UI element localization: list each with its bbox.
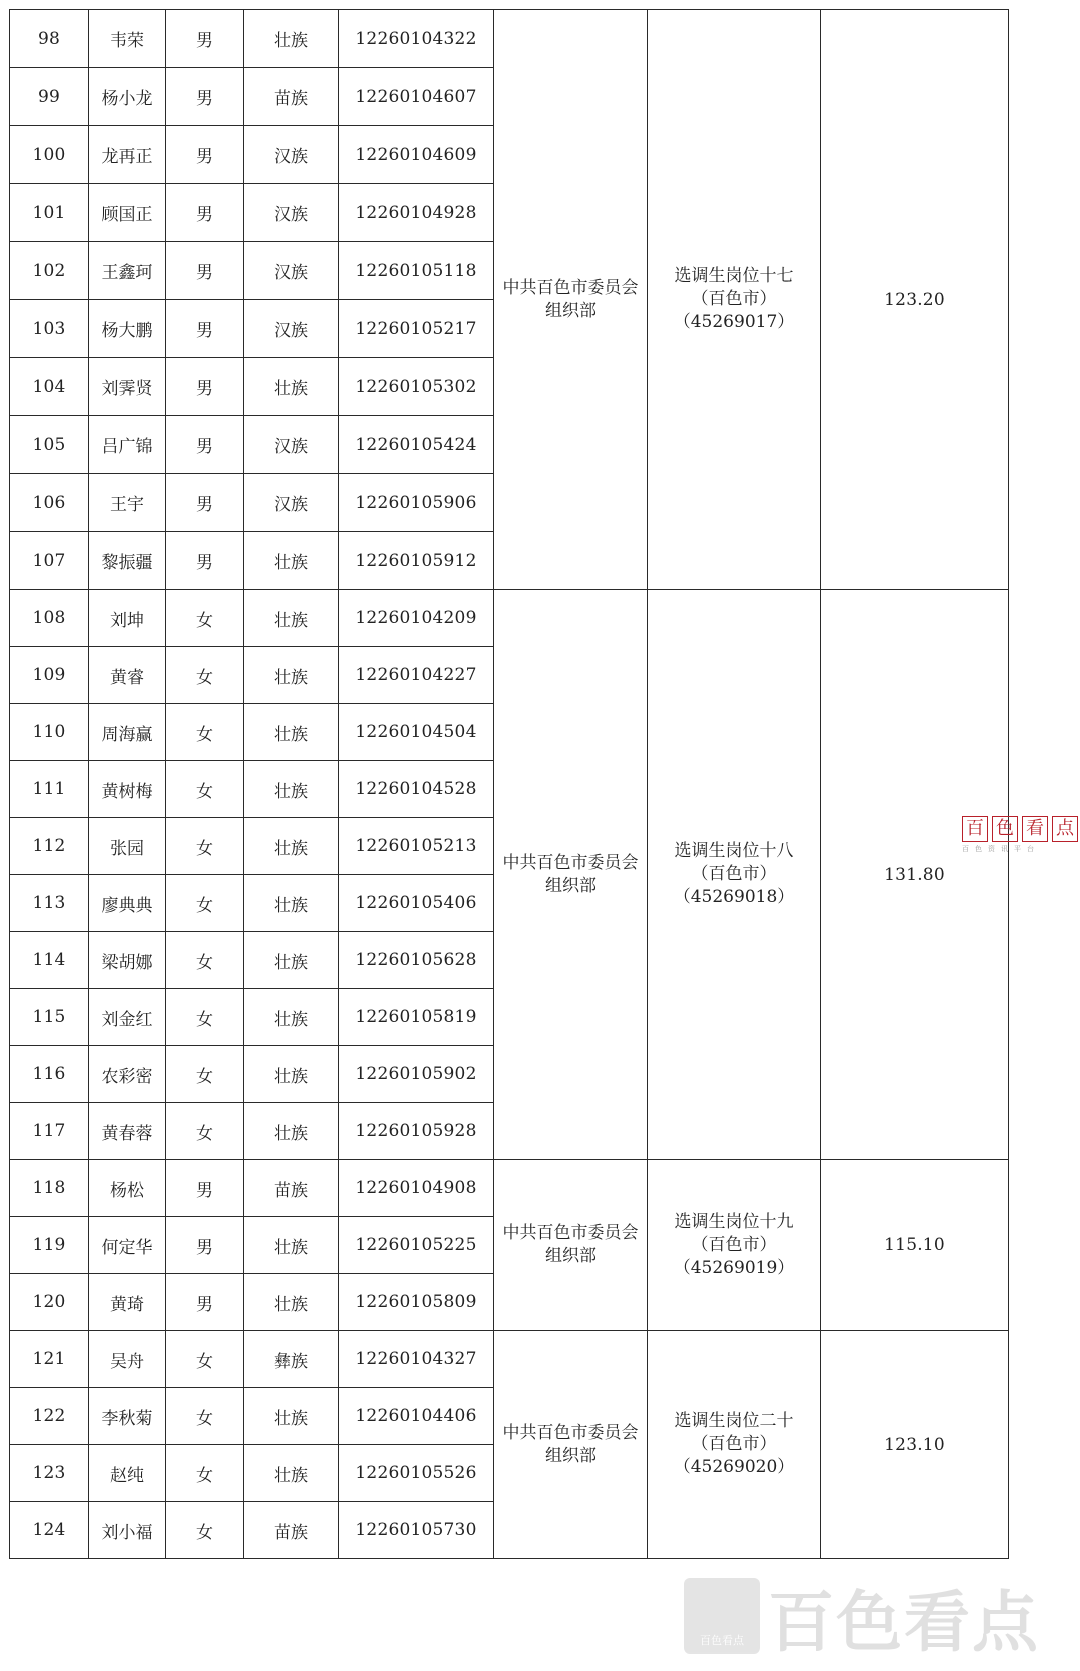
exam-id: 12260105819 — [339, 989, 494, 1046]
hiring-unit-line: 中共百色市委员会 — [502, 1223, 639, 1243]
cutoff-score: 123.20 — [821, 10, 1009, 590]
candidate-gender: 女 — [166, 647, 244, 704]
candidate-ethnicity: 苗族 — [244, 68, 339, 126]
hiring-unit-line: 中共百色市委员会 — [502, 852, 639, 873]
row-number: 102 — [10, 242, 89, 300]
exam-id: 12260104406 — [339, 1388, 494, 1445]
candidate-ethnicity: 壮族 — [244, 590, 339, 647]
exam-id: 12260104327 — [339, 1331, 494, 1388]
row-number: 116 — [10, 1046, 89, 1103]
position-line: （45269017） — [673, 312, 795, 332]
candidate-name: 农彩密 — [89, 1046, 166, 1103]
exam-id: 12260104928 — [339, 184, 494, 242]
watermark-char: 点 — [1052, 816, 1078, 842]
row-number: 106 — [10, 474, 89, 532]
table-row — [10, 590, 1009, 647]
row-number: 114 — [10, 932, 89, 989]
candidate-gender: 女 — [166, 818, 244, 875]
candidate-name: 刘霁贤 — [89, 358, 166, 416]
hiring-unit-line: 组织部 — [545, 1246, 596, 1266]
candidate-gender: 女 — [166, 1046, 244, 1103]
candidate-ethnicity: 壮族 — [244, 1445, 339, 1502]
row-number: 124 — [10, 1502, 89, 1559]
exam-id: 12260104227 — [339, 647, 494, 704]
candidate-name: 黄春蓉 — [89, 1103, 166, 1160]
hiring-unit — [494, 1160, 648, 1331]
hiring-unit-line: 中共百色市委员会 — [502, 1422, 639, 1443]
hiring-unit — [494, 590, 648, 1160]
candidate-ethnicity: 壮族 — [244, 532, 339, 590]
candidate-ethnicity: 苗族 — [244, 1160, 339, 1217]
candidate-name: 廖典典 — [89, 875, 166, 932]
candidate-name: 赵纯 — [89, 1445, 166, 1502]
candidate-gender: 男 — [166, 532, 244, 590]
candidate-ethnicity: 壮族 — [244, 761, 339, 818]
position-name — [648, 590, 821, 1160]
roster-sheet — [9, 9, 1009, 1559]
row-number: 108 — [10, 590, 89, 647]
candidate-gender: 男 — [166, 184, 244, 242]
position-line: （百色市） — [691, 1234, 777, 1255]
candidate-name: 杨松 — [89, 1160, 166, 1217]
candidate-ethnicity: 壮族 — [244, 10, 339, 68]
candidate-ethnicity: 汉族 — [244, 242, 339, 300]
candidate-name: 刘金红 — [89, 989, 166, 1046]
exam-id: 12260105526 — [339, 1445, 494, 1502]
candidate-ethnicity: 彝族 — [244, 1331, 339, 1388]
candidate-gender: 男 — [166, 1274, 244, 1331]
candidate-name: 杨小龙 — [89, 68, 166, 126]
candidate-name: 吴舟 — [89, 1331, 166, 1388]
candidate-gender: 女 — [166, 932, 244, 989]
row-number: 99 — [10, 68, 89, 126]
row-number: 113 — [10, 875, 89, 932]
exam-id: 12260104908 — [339, 1160, 494, 1217]
hiring-unit-line: 组织部 — [545, 875, 596, 896]
row-number: 120 — [10, 1274, 89, 1331]
candidate-name: 顾国正 — [89, 184, 166, 242]
row-number: 98 — [10, 10, 89, 68]
cutoff-score: 115.10 — [821, 1160, 1009, 1331]
row-number: 122 — [10, 1388, 89, 1445]
watermark-brand-text: 百色看点 — [768, 1583, 1040, 1661]
cutoff-score: 131.80 — [821, 590, 1009, 1160]
candidate-name: 黄琦 — [89, 1274, 166, 1331]
exam-id: 12260104609 — [339, 126, 494, 184]
position-name — [648, 1331, 821, 1559]
candidate-name: 梁胡娜 — [89, 932, 166, 989]
candidate-gender: 女 — [166, 875, 244, 932]
candidate-gender: 女 — [166, 1445, 244, 1502]
hiring-unit-line: 组织部 — [545, 1445, 596, 1466]
candidate-ethnicity: 壮族 — [244, 875, 339, 932]
cutoff-score: 123.10 — [821, 1331, 1009, 1559]
candidate-ethnicity: 壮族 — [244, 1217, 339, 1274]
candidate-ethnicity: 汉族 — [244, 416, 339, 474]
watermark-stamp — [962, 816, 1080, 858]
candidate-gender: 男 — [166, 300, 244, 358]
watermark-subtitle: 百色资讯平台 — [962, 845, 1040, 853]
eye-logo-icon: 百色看点 — [684, 1578, 760, 1654]
candidate-gender: 男 — [166, 358, 244, 416]
candidate-gender: 女 — [166, 761, 244, 818]
position-line: （百色市） — [691, 289, 777, 309]
candidate-name: 吕广锦 — [89, 416, 166, 474]
exam-id: 12260105902 — [339, 1046, 494, 1103]
position-line: （百色市） — [691, 1434, 777, 1454]
candidate-name: 周海赢 — [89, 704, 166, 761]
candidate-name: 黄树梅 — [89, 761, 166, 818]
candidate-ethnicity: 壮族 — [244, 1388, 339, 1445]
row-number: 105 — [10, 416, 89, 474]
row-number: 115 — [10, 989, 89, 1046]
position-line: （45269019） — [673, 1257, 795, 1278]
candidate-ethnicity: 壮族 — [244, 358, 339, 416]
position-line: （45269020） — [673, 1457, 795, 1477]
candidate-gender: 女 — [166, 590, 244, 647]
hiring-unit-line: 组织部 — [545, 300, 596, 321]
candidate-name: 王鑫珂 — [89, 242, 166, 300]
row-number: 119 — [10, 1217, 89, 1274]
candidate-name: 何定华 — [89, 1217, 166, 1274]
candidate-gender: 男 — [166, 474, 244, 532]
candidate-ethnicity: 壮族 — [244, 989, 339, 1046]
candidate-name: 张园 — [89, 818, 166, 875]
candidate-gender: 男 — [166, 1160, 244, 1217]
exam-id: 12260105225 — [339, 1217, 494, 1274]
position-line: （百色市） — [691, 864, 777, 884]
candidate-name: 黄睿 — [89, 647, 166, 704]
position-line: 选调生岗位十七 — [674, 266, 794, 286]
position-line: （45269018） — [673, 887, 795, 907]
exam-id: 12260105217 — [339, 300, 494, 358]
exam-id: 12260104528 — [339, 761, 494, 818]
row-number: 110 — [10, 704, 89, 761]
table-row — [10, 1160, 1009, 1217]
watermark-char: 百 — [962, 816, 988, 842]
candidate-ethnicity: 汉族 — [244, 126, 339, 184]
candidate-gender: 女 — [166, 1331, 244, 1388]
candidate-name: 刘小福 — [89, 1502, 166, 1559]
candidate-gender: 男 — [166, 242, 244, 300]
exam-id: 12260105213 — [339, 818, 494, 875]
candidate-ethnicity: 壮族 — [244, 818, 339, 875]
candidate-ethnicity: 壮族 — [244, 704, 339, 761]
row-number: 103 — [10, 300, 89, 358]
row-number: 118 — [10, 1160, 89, 1217]
candidate-gender: 男 — [166, 10, 244, 68]
candidate-gender: 女 — [166, 704, 244, 761]
watermark-char: 看 — [1022, 816, 1048, 842]
candidate-table — [9, 9, 1009, 1559]
hiring-unit — [494, 10, 648, 590]
candidate-name: 李秋菊 — [89, 1388, 166, 1445]
position-line: 选调生岗位二十 — [674, 1411, 794, 1431]
position-name — [648, 1160, 821, 1331]
position-name — [648, 10, 821, 590]
exam-id: 12260105406 — [339, 875, 494, 932]
table-row — [10, 10, 1009, 68]
exam-id: 12260105928 — [339, 1103, 494, 1160]
row-number: 123 — [10, 1445, 89, 1502]
row-number: 117 — [10, 1103, 89, 1160]
row-number: 104 — [10, 358, 89, 416]
watermark-char: 色 — [992, 816, 1018, 842]
hiring-unit — [494, 1331, 648, 1559]
candidate-gender: 女 — [166, 1502, 244, 1559]
candidate-name: 龙再正 — [89, 126, 166, 184]
row-number: 112 — [10, 818, 89, 875]
candidate-ethnicity: 汉族 — [244, 474, 339, 532]
exam-id: 12260105628 — [339, 932, 494, 989]
candidate-name: 王宇 — [89, 474, 166, 532]
candidate-ethnicity: 壮族 — [244, 647, 339, 704]
candidate-ethnicity: 汉族 — [244, 184, 339, 242]
exam-id: 12260104209 — [339, 590, 494, 647]
candidate-ethnicity: 汉族 — [244, 300, 339, 358]
candidate-gender: 女 — [166, 1103, 244, 1160]
table-row — [10, 1331, 1009, 1388]
candidate-name: 黎振疆 — [89, 532, 166, 590]
row-number: 100 — [10, 126, 89, 184]
exam-id: 12260105118 — [339, 242, 494, 300]
candidate-ethnicity: 苗族 — [244, 1502, 339, 1559]
exam-id: 12260105730 — [339, 1502, 494, 1559]
exam-id: 12260105809 — [339, 1274, 494, 1331]
position-line: 选调生岗位十九 — [674, 1211, 794, 1232]
exam-id: 12260105424 — [339, 416, 494, 474]
candidate-gender: 女 — [166, 989, 244, 1046]
exam-id: 12260104607 — [339, 68, 494, 126]
candidate-gender: 男 — [166, 1217, 244, 1274]
exam-id: 12260105906 — [339, 474, 494, 532]
exam-id: 12260104504 — [339, 704, 494, 761]
candidate-name: 杨大鹏 — [89, 300, 166, 358]
hiring-unit-line: 中共百色市委员会 — [502, 277, 639, 298]
watermark-logo — [684, 1570, 1064, 1662]
row-number: 121 — [10, 1331, 89, 1388]
candidate-name: 刘坤 — [89, 590, 166, 647]
candidate-ethnicity: 壮族 — [244, 1046, 339, 1103]
row-number: 111 — [10, 761, 89, 818]
candidate-ethnicity: 壮族 — [244, 1274, 339, 1331]
exam-id: 12260105912 — [339, 532, 494, 590]
row-number: 101 — [10, 184, 89, 242]
candidate-ethnicity: 壮族 — [244, 1103, 339, 1160]
candidate-gender: 男 — [166, 416, 244, 474]
candidate-name: 韦荣 — [89, 10, 166, 68]
candidate-gender: 女 — [166, 1388, 244, 1445]
row-number: 109 — [10, 647, 89, 704]
position-line: 选调生岗位十八 — [674, 841, 794, 861]
exam-id: 12260105302 — [339, 358, 494, 416]
candidate-gender: 男 — [166, 68, 244, 126]
candidate-ethnicity: 壮族 — [244, 932, 339, 989]
row-number: 107 — [10, 532, 89, 590]
exam-id: 12260104322 — [339, 10, 494, 68]
candidate-gender: 男 — [166, 126, 244, 184]
